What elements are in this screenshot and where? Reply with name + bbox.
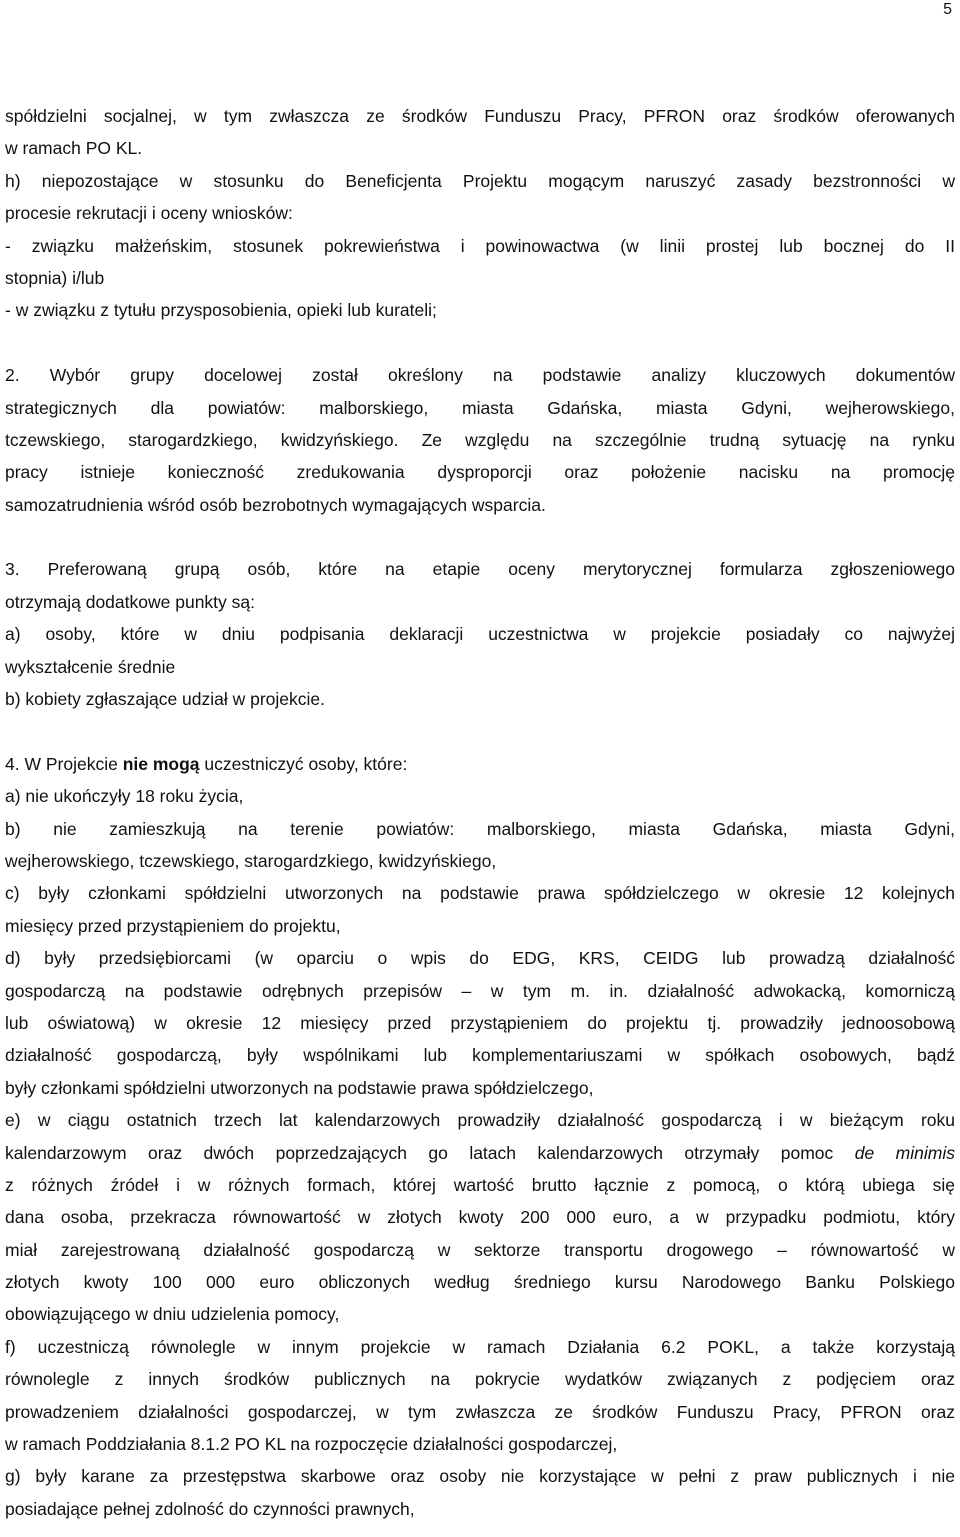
text-line: a) osoby, które w dniu podpisania deklaracji uczestnictwa w projekcie posiadały co najwyżej xyxy=(5,624,955,645)
text-line: miesięcy przed przystąpieniem do projektu, xyxy=(5,915,341,936)
bold-text: nie mogą xyxy=(122,753,200,774)
text-line: 3. Preferowaną grupą osób, które na etapie oceny merytorycznej formularza zgłoszeniowego xyxy=(5,559,955,580)
text-line: - związku małżeńskim, stosunek pokrewieństwa i powinowactwa (w linii prostej lub bocznej do II xyxy=(5,235,955,256)
text-line: a) nie ukończyły 18 roku życia, xyxy=(5,786,244,807)
document-body xyxy=(5,100,955,1525)
text-line: strategicznych dla powiatów: malborskiego, miasta Gdańska, miasta Gdyni, wejherowskiego, xyxy=(5,397,955,418)
text-line: stopnia) i/lub xyxy=(5,267,105,288)
text-line: g) były karane za przestępstwa skarbowe oraz osoby nie korzystające w pełni z praw publicznych i nie xyxy=(5,1466,955,1487)
text-line: obowiązującego w dniu udzielenia pomocy, xyxy=(5,1304,340,1325)
text-line: prowadzeniem działalności gospodarczej, w tym zwłaszcza ze środków Funduszu Pracy, PFRON oraz xyxy=(5,1401,955,1422)
text-line: dana osoba, przekracza równowartość w złotych kwoty 200 000 euro, a w przypadku podmiotu, który xyxy=(5,1207,955,1228)
text-segment: 4. W Projekcie xyxy=(5,753,123,774)
text-line: równolegle z innych środków publicznych na pokrycie wydatków związanych z podjęciem oraz xyxy=(5,1369,955,1390)
text-line: c) były członkami spółdzielni utworzonych na podstawie prawa spółdzielczego w okresie 12 kolejnych xyxy=(5,883,955,904)
text-line: posiadające pełnej zdolność do czynności prawnych, xyxy=(5,1498,415,1519)
text-line: działalność gospodarczą, były wspólnikami lub komplementariuszami w spółkach osobowych, bądź xyxy=(5,1045,955,1066)
text-line: gospodarczą na podstawie odrębnych przepisów – w tym m. in. działalność adwokacką, komorniczą xyxy=(5,980,955,1001)
text-line: w ramach PO KL. xyxy=(5,138,143,159)
text-line: złotych kwoty 100 000 euro obliczonych według średniego kursu Narodowego Banku Polskiego xyxy=(5,1272,955,1293)
text-line: d) były przedsiębiorcami (w oparciu o wpis do EDG, KRS, CEIDG lub prowadzą działalność xyxy=(5,948,955,969)
text-line: wykształcenie średnie xyxy=(5,656,176,677)
text-line: - w związku z tytułu przysposobienia, opieki lub kurateli; xyxy=(5,300,437,321)
text-line: tczewskiego, starogardzkiego, kwidzyńskiego. Ze względu na szczególnie trudną sytuację na rynku xyxy=(5,429,955,450)
text-line: spółdzielni socjalnej, w tym zwłaszcza ze środków Funduszu Pracy, PFRON oraz środków oferowanych xyxy=(5,106,955,126)
text-line: wejherowskiego, tczewskiego, starogardzkiego, kwidzyńskiego, xyxy=(5,850,497,871)
paragraph-gap xyxy=(5,327,955,359)
text-line: lub oświatową) w okresie 12 miesięcy przed przystąpieniem do projektu tj. prowadziły jednoosobową xyxy=(5,1012,955,1033)
text-line: w ramach Poddziałania 8.1.2 PO KL na rozpoczęcie działalności gospodarczej, xyxy=(5,1434,618,1455)
paragraph-gap xyxy=(5,521,955,553)
text-line xyxy=(5,1137,955,1169)
italic-text: de minimis xyxy=(854,1142,955,1163)
text-line xyxy=(5,748,955,780)
text-line: samozatrudnienia wśród osób bezrobotnych wymagających wsparcia. xyxy=(5,494,546,515)
paragraph-gap xyxy=(5,715,955,747)
text-line: 2. Wybór grupy docelowej został określony na podstawie analizy kluczowych dokumentów xyxy=(5,365,955,386)
text-line: otrzymają dodatkowe punkty są: xyxy=(5,591,255,612)
text-line: f) uczestniczą równolegle w innym projekcie w ramach Działania 6.2 POKL, a także korzystają xyxy=(5,1336,955,1357)
text-segment: kalendarzowym oraz dwóch poprzedzających go latach kalendarzowych otrzymały pomoc xyxy=(5,1142,855,1163)
text-line: e) w ciągu ostatnich trzech lat kalendarzowych prowadziły działalność gospodarczą i w bieżącym roku xyxy=(5,1110,955,1131)
text-line: pracy istnieje konieczność zredukowania dysproporcji oraz położenie nacisku na promocję xyxy=(5,462,955,483)
text-line: b) kobiety zgłaszające udział w projekcie. xyxy=(5,689,326,710)
page-number: 5 xyxy=(943,1,952,18)
text-line: h) niepozostające w stosunku do Beneficjenta Projektu mogącym naruszyć zasady bezstronności w xyxy=(5,170,955,191)
text-line: b) nie zamieszkują na terenie powiatów: malborskiego, miasta Gdańska, miasta Gdyni, xyxy=(5,818,955,839)
text-line: były członkami spółdzielni utworzonych na podstawie prawa spółdzielczego, xyxy=(5,1077,594,1098)
text-line: procesie rekrutacji i oceny wniosków: xyxy=(5,203,293,224)
text-segment: uczestniczyć osoby, które: xyxy=(199,753,408,774)
text-line: z różnych źródeł i w różnych formach, której wartość brutto łącznie z pomocą, o którą ubiega się xyxy=(5,1174,955,1195)
text-line: miał zarejestrowaną działalność gospodarczą w sektorze transportu drogowego – równowartość w xyxy=(5,1239,955,1260)
